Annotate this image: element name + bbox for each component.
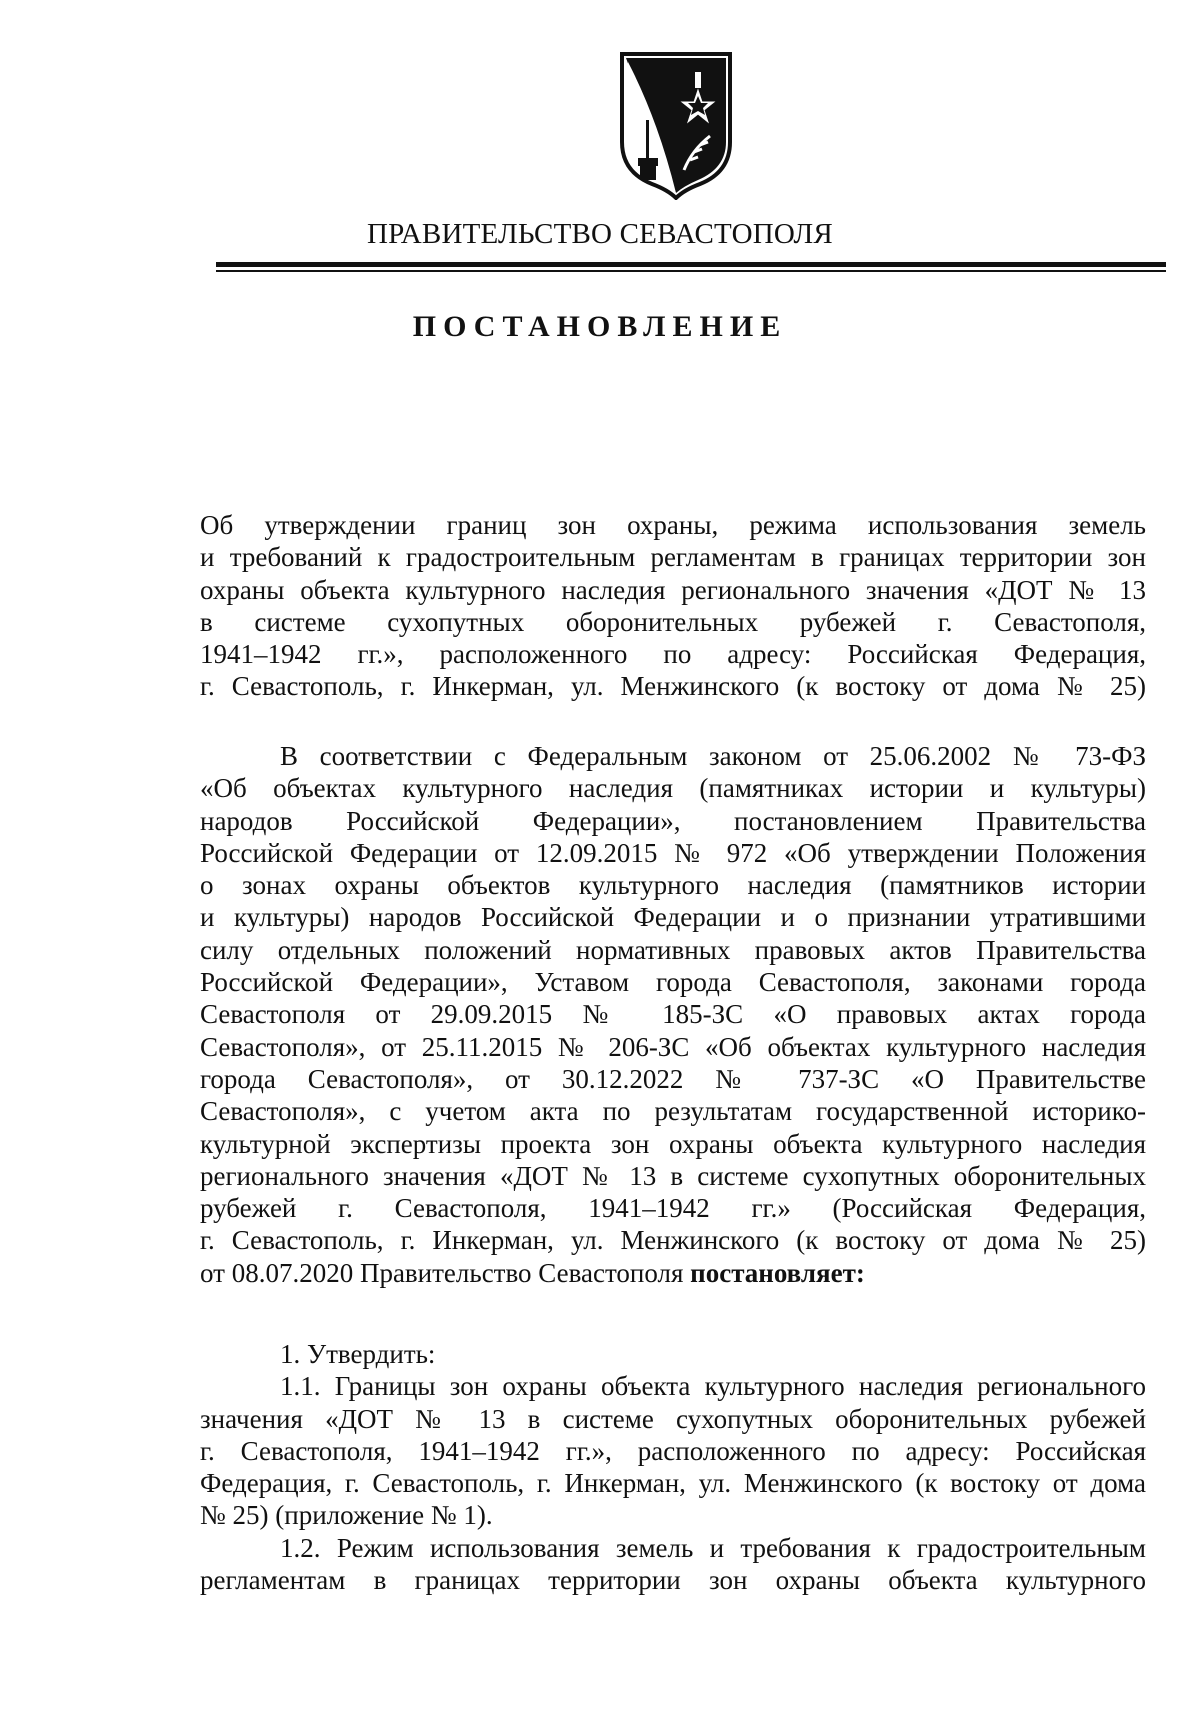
- preamble-line: Российской Федерации», Уставом города Севастополя, законами города: [200, 967, 1146, 998]
- preamble-line: г. Севастополь, г. Инкерман, ул. Менжинского (к востоку от дома № 25): [200, 1225, 1146, 1256]
- item-1-2-line: регламентам в границах территории зон охраны объекта культурного: [200, 1565, 1146, 1596]
- preamble-paragraph: [200, 740, 1146, 1289]
- item-1-2-line: 1.2. Режим использования земель и требования к градостроительным: [280, 1532, 1146, 1563]
- preamble-line: о зонах охраны объектов культурного наследия (памятников истории: [200, 870, 1146, 901]
- item-1: 1. Утвердить:: [280, 1339, 436, 1369]
- item-1-1-line: 1.1. Границы зон охраны объекта культурного наследия регионального: [280, 1371, 1146, 1402]
- preamble-line: Севастополя от 29.09.2015 № 185-ЗС «О правовых актах города: [200, 999, 1146, 1030]
- preamble-line: силу отдельных положений нормативных правовых актов Правительства: [200, 934, 1146, 965]
- preamble-line: культурной экспертизы проекта зон охраны объекта культурного наследия: [200, 1128, 1146, 1159]
- subject-line: г. Севастополь, г. Инкерман, ул. Менжинского (к востоку от дома № 25): [200, 671, 1146, 702]
- preamble-line: «Об объектах культурного наследия (памятниках истории и культуры): [200, 773, 1146, 804]
- resolves-keyword: постановляет:: [690, 1257, 865, 1288]
- subject-line: и требований к градостроительным регламентам в границах территории зон: [200, 542, 1146, 573]
- preamble-line: Российской Федерации от 12.09.2015 № 972 «Об утверждении Положения: [200, 837, 1146, 868]
- item-1-1-line: № 25) (приложение № 1).: [200, 1500, 493, 1531]
- preamble-line: народов Российской Федерации», постановлением Правительства: [200, 805, 1146, 836]
- preamble-final-text: от 08.07.2020 Правительство Севастополя: [200, 1257, 691, 1288]
- preamble-line: регионального значения «ДОТ № 13 в системе сухопутных оборонительных: [200, 1160, 1146, 1191]
- preamble-line: Севастополя», от 25.11.2015 № 206-ЗС «Об объектах культурного наследия: [200, 1031, 1146, 1062]
- preamble-final-line: [200, 1257, 1146, 1289]
- preamble-line: города Севастополя», от 30.12.2022 № 737-ЗС «О Правительстве: [200, 1063, 1146, 1094]
- government-title: ПРАВИТЕЛЬСТВО СЕВАСТОПОЛЯ: [367, 218, 833, 250]
- item-1-1-line: значения «ДОТ № 13 в системе сухопутных оборонительных рубежей: [200, 1403, 1146, 1434]
- subject-line: охраны объекта культурного наследия регионального значения «ДОТ № 13: [200, 574, 1146, 605]
- item-1-1-line: г. Севастополя, 1941–1942 гг.», расположенного по адресу: Российская: [200, 1435, 1146, 1466]
- item-1-1-line: Федерация, г. Севастополь, г. Инкерман, ул. Менжинского (к востоку от дома: [200, 1468, 1146, 1499]
- preamble-line: и культуры) народов Российской Федерации и о признании утратившими: [200, 902, 1146, 933]
- subject-line: 1941–1942 гг.», расположенного по адресу: Российская Федерация,: [200, 639, 1146, 670]
- decree-items: [200, 1338, 1146, 1596]
- document-type-heading: ПОСТАНОВЛЕНИЕ: [412, 310, 788, 343]
- decree-subject: [200, 509, 1146, 703]
- header-rule-thin: [216, 270, 1166, 272]
- preamble-line: В соответствии с Федеральным законом от 25.06.2002 № 73-ФЗ: [280, 741, 1146, 771]
- subject-line: в системе сухопутных оборонительных рубежей г. Севастополя,: [200, 606, 1146, 637]
- coat-of-arms-icon: [618, 50, 734, 200]
- header-rule-thick: [216, 262, 1166, 267]
- preamble-line: Севастополя», с учетом акта по результатам государственной историко-: [200, 1096, 1146, 1127]
- subject-line: Об утверждении границ зон охраны, режима использования земель: [200, 510, 1146, 540]
- preamble-line: рубежей г. Севастополя, 1941–1942 гг.» (Российская Федерация,: [200, 1193, 1146, 1224]
